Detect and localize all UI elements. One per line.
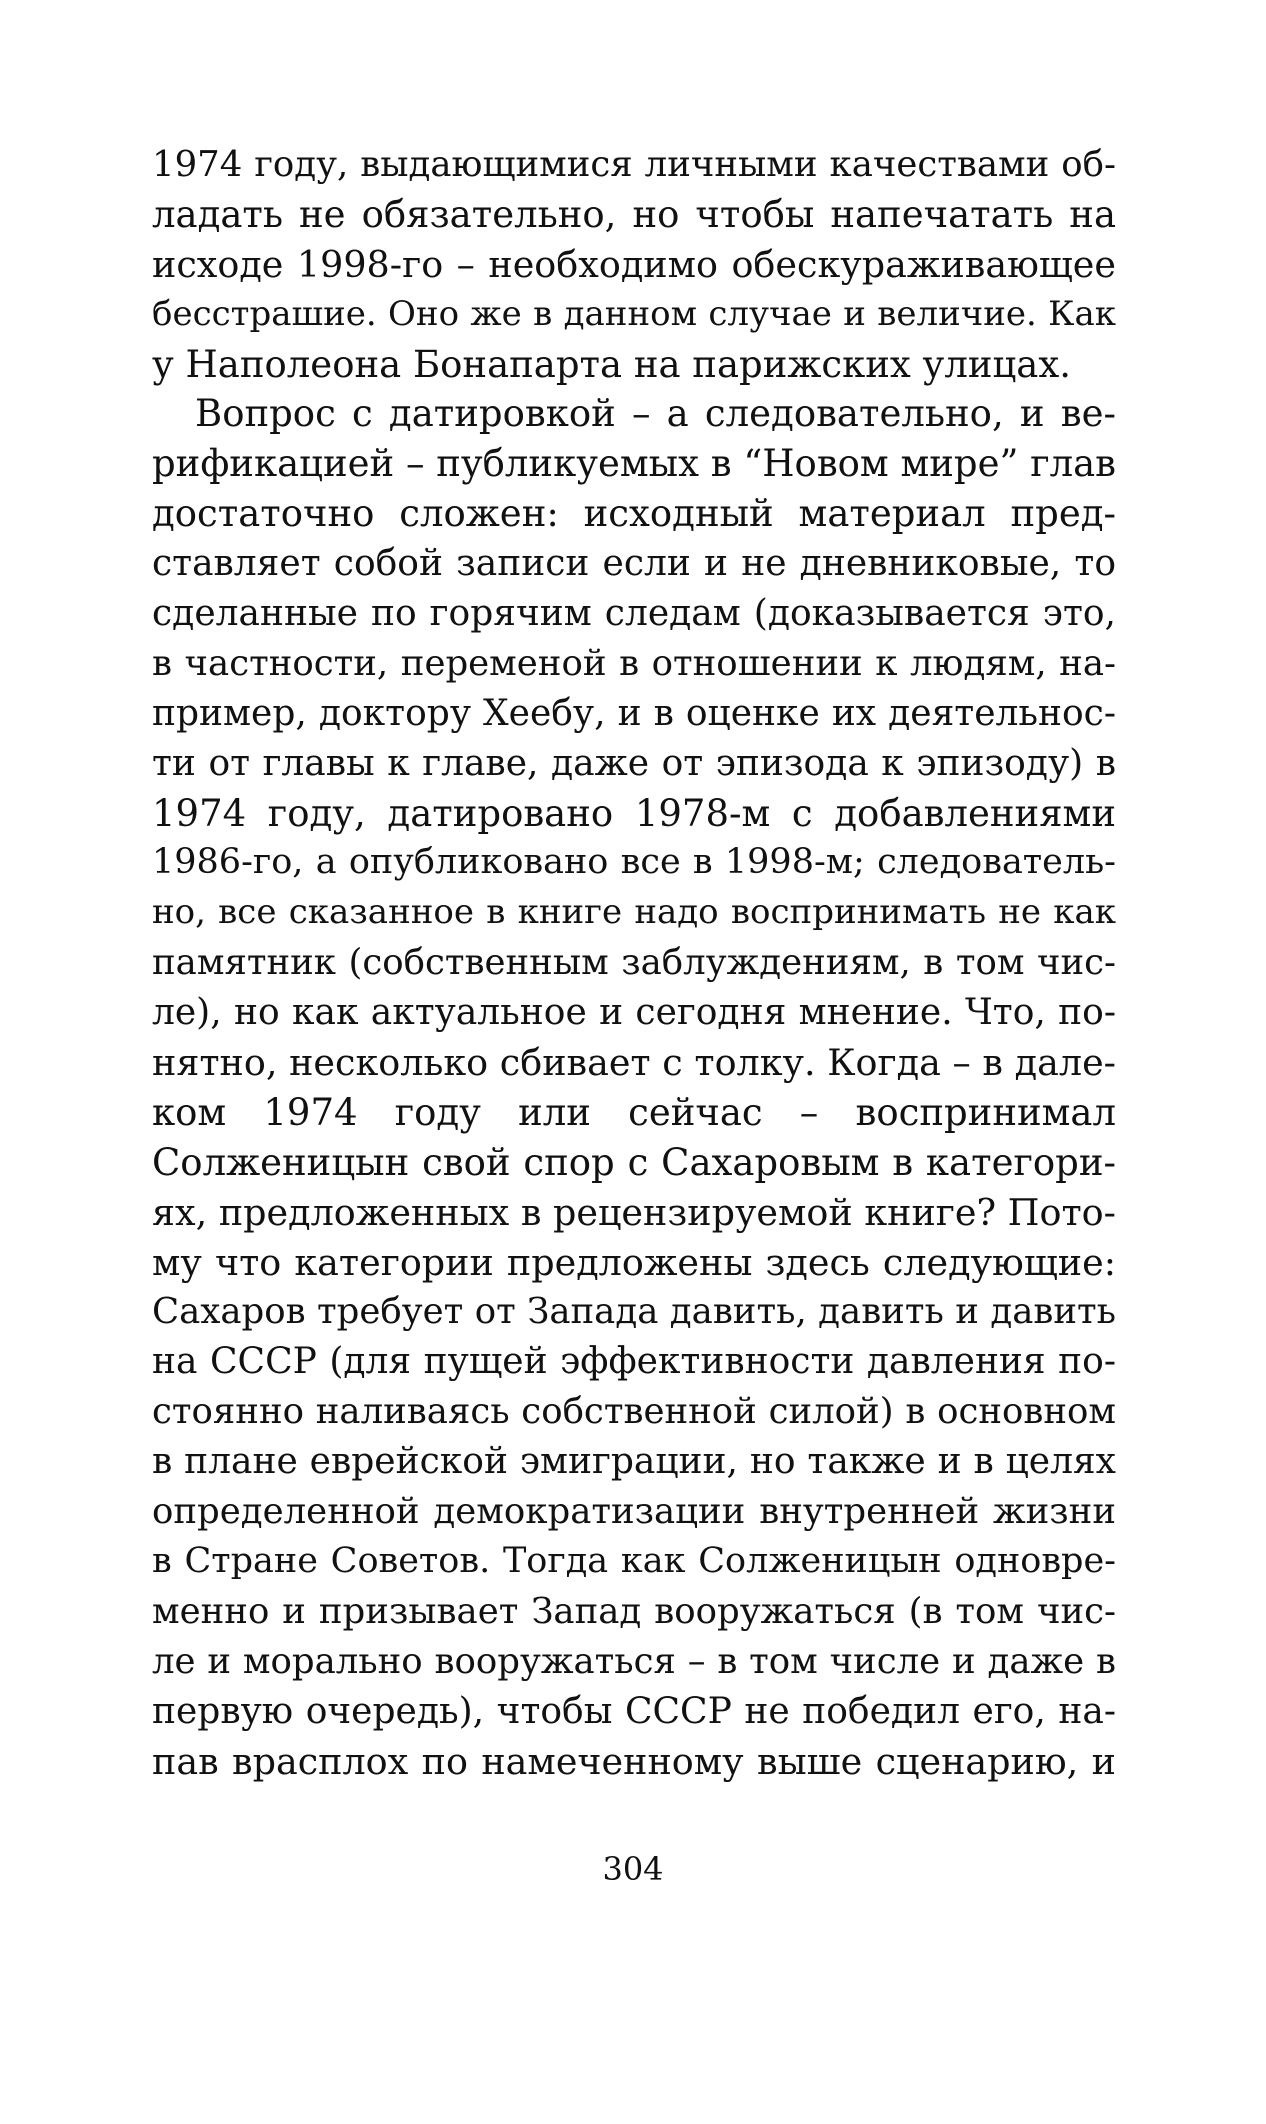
text-line: исходе 1998-го – необходимо обескураживающее <box>152 242 1116 286</box>
text-line: ком 1974 году или сейчас – воспринимал <box>152 1090 1116 1134</box>
text-line: бесстрашие. Оно же в данном случае и величие. Как <box>152 293 1116 334</box>
text-line: рификацией – публикуемых в “Новом мире” глав <box>152 442 1116 486</box>
text-line: первую очередь), чтобы СССР не победил его, на- <box>152 1690 1116 1732</box>
text-line: ладать не обязательно, но чтобы напечатать на <box>152 192 1116 236</box>
text-line: но, все сказанное в книге надо воспринимать не как <box>152 892 1116 933</box>
text-line: ле), но как актуальное и сегодня мнение. Что, по- <box>152 992 1116 1034</box>
text-line: пав врасплох по намеченному выше сценарию, и <box>152 1739 1116 1783</box>
page-number: 304 <box>602 1850 664 1888</box>
text-line: ставляет собой записи если и не дневниковые, то <box>152 543 1116 585</box>
text-line: 1986-го, а опубликовано все в 1998-м; следователь- <box>152 842 1116 883</box>
text-line: ях, предложенных в рецензируемой книге? Пото- <box>152 1190 1116 1234</box>
text-line: в плане еврейской эмиграции, но также и в целях <box>152 1441 1116 1483</box>
text-line: Вопрос с датировкой – а следовательно, и ве- <box>195 392 1116 436</box>
text-line: в частности, переменой в отношении к людям, на- <box>152 642 1116 684</box>
text-line: стоянно наливаясь собственной силой) в основном <box>152 1391 1116 1433</box>
text-line: сделанные по горячим следам (доказывается это, <box>152 593 1116 635</box>
text-line: му что категории предложены здесь следующие: <box>152 1240 1116 1284</box>
text-line: ле и морально вооружаться – в том числе и даже в <box>152 1640 1116 1682</box>
text-line: достаточно сложен: исходный материал пред- <box>152 492 1116 536</box>
text-line: 1974 году, выдающимися личными качествами об- <box>152 144 1116 185</box>
text-line: 1974 году, датировано 1978-м с добавлениями <box>152 791 1116 835</box>
text-line: у Наполеона Бонапарта на парижских улицах. <box>152 342 1071 386</box>
text-line: на СССР (для пущей эффективности давления по- <box>152 1341 1116 1383</box>
text-line: памятник (собственным заблуждениям, в том чис- <box>152 942 1116 984</box>
text-line: пример, доктору Хеебу, и в оценке их деятельнос- <box>152 692 1116 734</box>
text-line: нятно, несколько сбивает с толку. Когда – в дале- <box>152 1041 1116 1085</box>
text-line: определенной демократизации внутренней жизни <box>152 1491 1116 1533</box>
text-line: менно и призывает Запад вооружаться (в том чис- <box>152 1590 1116 1632</box>
text-line: ти от главы к главе, даже от эпизода к эпизоду) в <box>152 742 1116 784</box>
text-line: Солженицын свой спор с Сахаровым в категори- <box>152 1140 1116 1184</box>
text-line: в Стране Советов. Тогда как Солженицын одновре- <box>152 1540 1116 1581</box>
body-text <box>152 140 1116 1786</box>
text-line: Сахаров требует от Запада давить, давить и давить <box>152 1291 1116 1333</box>
